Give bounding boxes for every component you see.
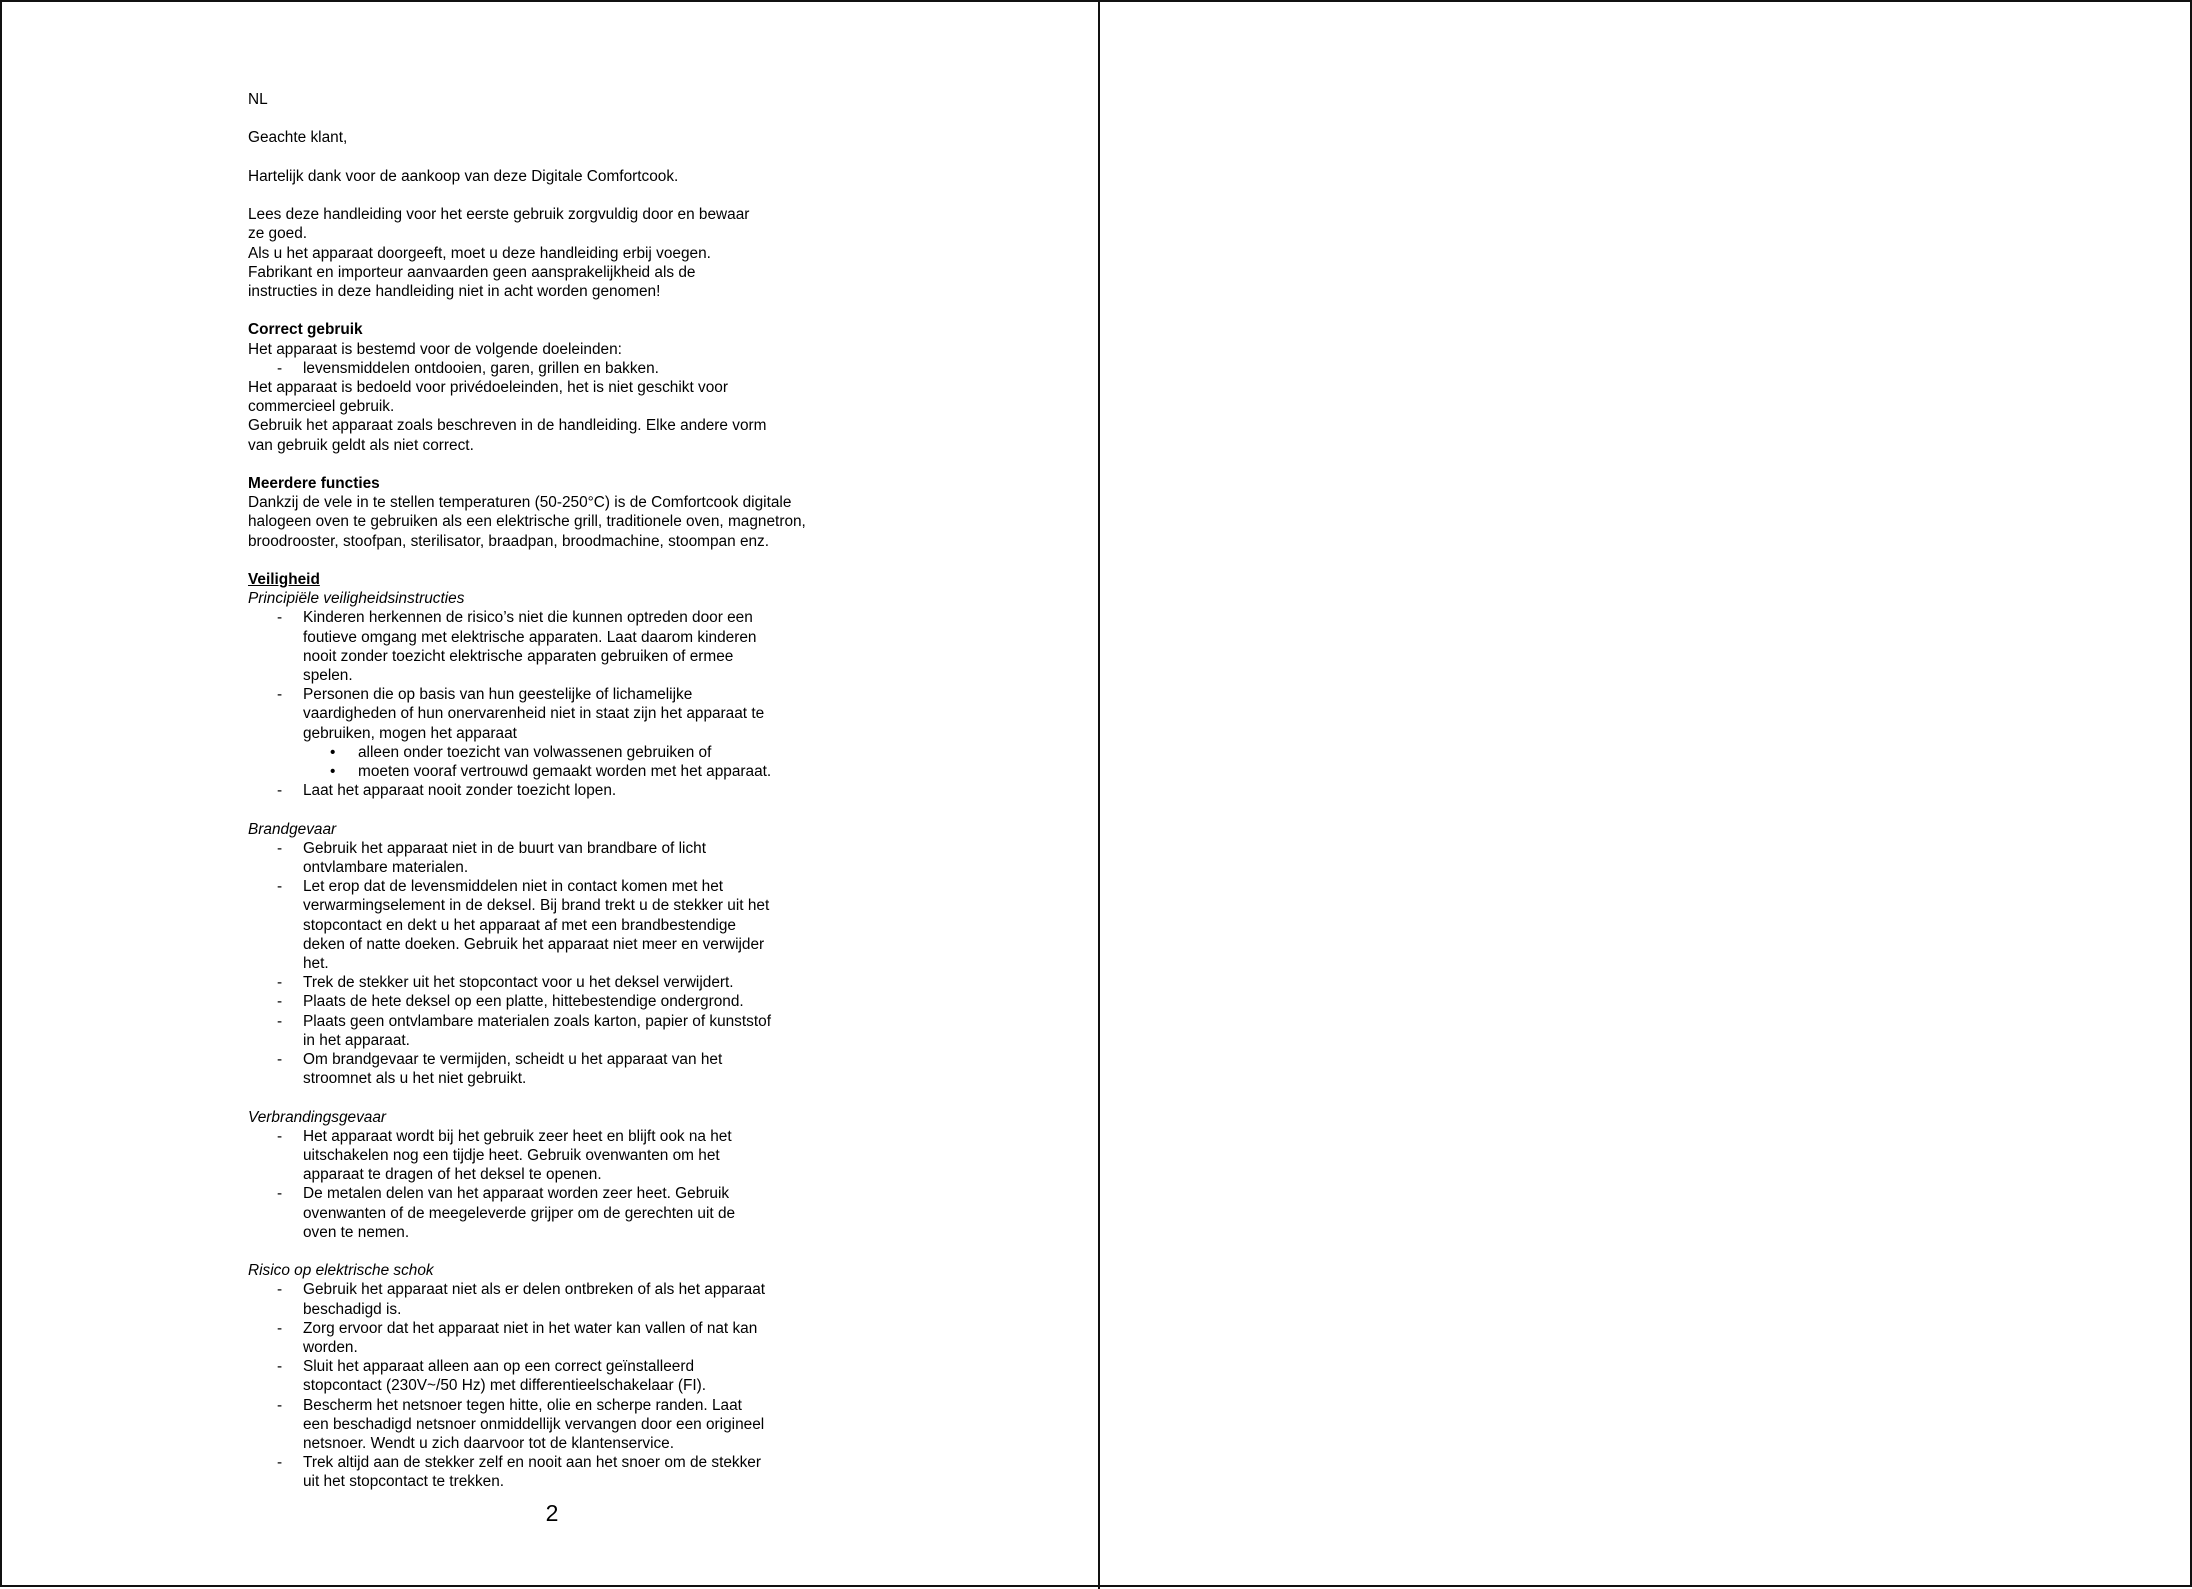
burn-list: [248, 1127, 868, 1242]
text-line: ontvlambare materialen.: [303, 859, 469, 877]
text-line: halogeen oven te gebruiken als een elektrische grill, traditionele oven, magnetron,: [248, 513, 806, 531]
list-item: [248, 1453, 868, 1491]
fire-list: [248, 839, 868, 1089]
text-line: ze goed.: [248, 225, 308, 243]
section-heading-safety: Veiligheid: [248, 570, 320, 588]
text-line: gebruiken, mogen het apparaat: [303, 724, 517, 742]
text-line: beschadigd is.: [303, 1300, 402, 1318]
list-item: [248, 1396, 868, 1454]
text-line: - Sluit het apparaat alleen aan op een correct geïnstalleerd: [303, 1358, 695, 1376]
text-line: - Gebruik het apparaat niet als er delen ontbreken of als het apparaat: [303, 1281, 766, 1299]
text-line: - Kinderen herkennen de risico’s niet die kunnen optreden door een: [303, 609, 753, 627]
text-line: - Om brandgevaar te vermijden, scheidt u het apparaat van het: [303, 1051, 723, 1069]
text-line: - Zorg ervoor dat het apparaat niet in het water kan vallen of nat kan: [303, 1319, 758, 1337]
list-item: [248, 1319, 868, 1357]
text-line: in het apparaat.: [303, 1031, 410, 1049]
subheading-burn: Verbrandingsgevaar: [248, 1108, 387, 1126]
list-item: [248, 1127, 868, 1185]
list-item: [248, 839, 868, 877]
list-item: [248, 608, 868, 685]
text-line: - Personen die op basis van hun geestelijke of lichamelijke: [303, 686, 693, 704]
text-line: Het apparaat is bedoeld voor privédoeleinden, het is niet geschikt voor: [248, 378, 728, 396]
text-line: Dankzij de vele in te stellen temperaturen (50-250°C) is de Comfortcook digitale: [248, 494, 792, 512]
text-line: netsnoer. Wendt u zich daarvoor tot de klantenservice.: [303, 1435, 675, 1453]
list-item: - levensmiddelen ontdooien, garen, grillen en bakken.: [248, 359, 868, 378]
text-line: deken of natte doeken. Gebruik het apparaat niet meer en verwijder: [303, 935, 765, 953]
text-line: een beschadigd netsnoer onmiddellijk vervangen door een origineel: [303, 1415, 765, 1433]
text-line: ovenwanten of de meegeleverde grijper om de gerechten uit de: [303, 1204, 736, 1222]
manual-text: [248, 90, 868, 1492]
text-line: foutieve omgang met elektrische apparaten. Laat daarom kinderen: [303, 628, 757, 646]
text-line: - Trek altijd aan de stekker zelf en nooit aan het snoer om de stekker: [303, 1454, 761, 1472]
left-page: [2, 2, 1098, 1589]
text-line: verwarmingselement in de deksel. Bij brand trekt u de stekker uit het: [303, 897, 770, 915]
right-page-blank: [1100, 2, 2192, 1589]
correct-use-list: [248, 359, 868, 378]
text-line: Het apparaat is bestemd voor de volgende doeleinden:: [248, 340, 622, 358]
text-line: commercieel gebruik.: [248, 398, 395, 416]
text-line: apparaat te dragen of het deksel te openen.: [303, 1166, 602, 1184]
text-line: - De metalen delen van het apparaat worden zeer heet. Gebruik: [303, 1185, 730, 1203]
list-item: [248, 1357, 868, 1395]
text-line: worden.: [303, 1339, 358, 1357]
page-number: 2: [545, 1500, 559, 1526]
text-line: stopcontact en dekt u het apparaat af met een brandbestendige: [303, 916, 736, 934]
list-item: [248, 685, 868, 781]
text-line: spelen.: [303, 667, 353, 684]
intro-paragraph: [248, 205, 868, 301]
bullet-item: • alleen onder toezicht van volwassenen gebruiken of: [248, 743, 868, 762]
text-line: - Let erop dat de levensmiddelen niet in contact komen met het: [303, 878, 724, 896]
text-line: instructies in deze handleiding niet in acht worden genomen!: [248, 282, 661, 300]
sub-bullet-list: [303, 743, 868, 781]
text-line: - Plaats de hete deksel op een platte, hittebestendige ondergrond.: [303, 993, 744, 1011]
list-item: [248, 1012, 868, 1050]
text-line: oven te nemen.: [303, 1223, 410, 1241]
text-line: - Laat het apparaat nooit zonder toezicht lopen.: [303, 782, 617, 800]
principles-list: [248, 608, 868, 800]
list-item: [248, 973, 868, 992]
text-line: van gebruik geldt als niet correct.: [248, 436, 474, 454]
list-item: [248, 781, 868, 800]
subheading-electric: Risico op elektrische schok: [248, 1262, 434, 1280]
text-line: broodrooster, stoofpan, sterilisator, braadpan, broodmachine, stoompan enz.: [248, 532, 770, 550]
text-line: nooit zonder toezicht elektrische apparaten gebruiken of ermee: [303, 647, 734, 665]
text-line: stopcontact (230V~/50 Hz) met differentieelschakelaar (FI).: [303, 1377, 707, 1395]
text-line: stroomnet als u het niet gebruikt.: [303, 1070, 527, 1088]
text-line: het.: [303, 955, 329, 973]
text-line: uit het stopcontact te trekken.: [303, 1473, 505, 1491]
text-line: - Gebruik het apparaat niet in de buurt van brandbare of licht: [303, 839, 706, 857]
text-line: Lees deze handleiding voor het eerste gebruik zorgvuldig door en bewaar: [248, 206, 750, 224]
text-line: - Trek de stekker uit het stopcontact voor u het deksel verwijdert.: [303, 974, 734, 992]
text-line: Gebruik het apparaat zoals beschreven in de handleiding. Elke andere vorm: [248, 417, 767, 435]
thanks-line: Hartelijk dank voor de aankoop van deze Digitale Comfortcook.: [248, 167, 679, 185]
list-item: [248, 992, 868, 1011]
list-item: [248, 877, 868, 973]
text-line: vaardigheden of hun onervarenheid niet in staat zijn het apparaat te: [303, 705, 765, 723]
text-line: - Het apparaat wordt bij het gebruik zeer heet en blijft ook na het: [303, 1127, 732, 1145]
bullet-item: • moeten vooraf vertrouwd gemaakt worden met het apparaat.: [248, 762, 868, 781]
electric-list: [248, 1280, 868, 1491]
section-heading-correct-use: Correct gebruik: [248, 321, 363, 339]
text-line: Als u het apparaat doorgeeft, moet u deze handleiding erbij voegen.: [248, 244, 711, 262]
list-item: [248, 1050, 868, 1088]
list-item: [248, 1280, 868, 1318]
section-heading-functions: Meerdere functies: [248, 474, 380, 492]
subheading-principles: Principiële veiligheidsinstructies: [248, 590, 465, 608]
text-line: - Plaats geen ontvlambare materialen zoals karton, papier of kunststof: [303, 1012, 771, 1030]
text-line: Fabrikant en importeur aanvaarden geen aansprakelijkheid als de: [248, 263, 696, 281]
salutation: Geachte klant,: [248, 129, 348, 147]
text-line: - Bescherm het netsnoer tegen hitte, olie en scherpe randen. Laat: [303, 1396, 742, 1414]
language-code: NL: [248, 91, 268, 108]
subheading-fire: Brandgevaar: [248, 820, 337, 838]
list-item: [248, 1184, 868, 1242]
text-line: uitschakelen nog een tijdje heet. Gebruik ovenwanten om het: [303, 1147, 720, 1165]
